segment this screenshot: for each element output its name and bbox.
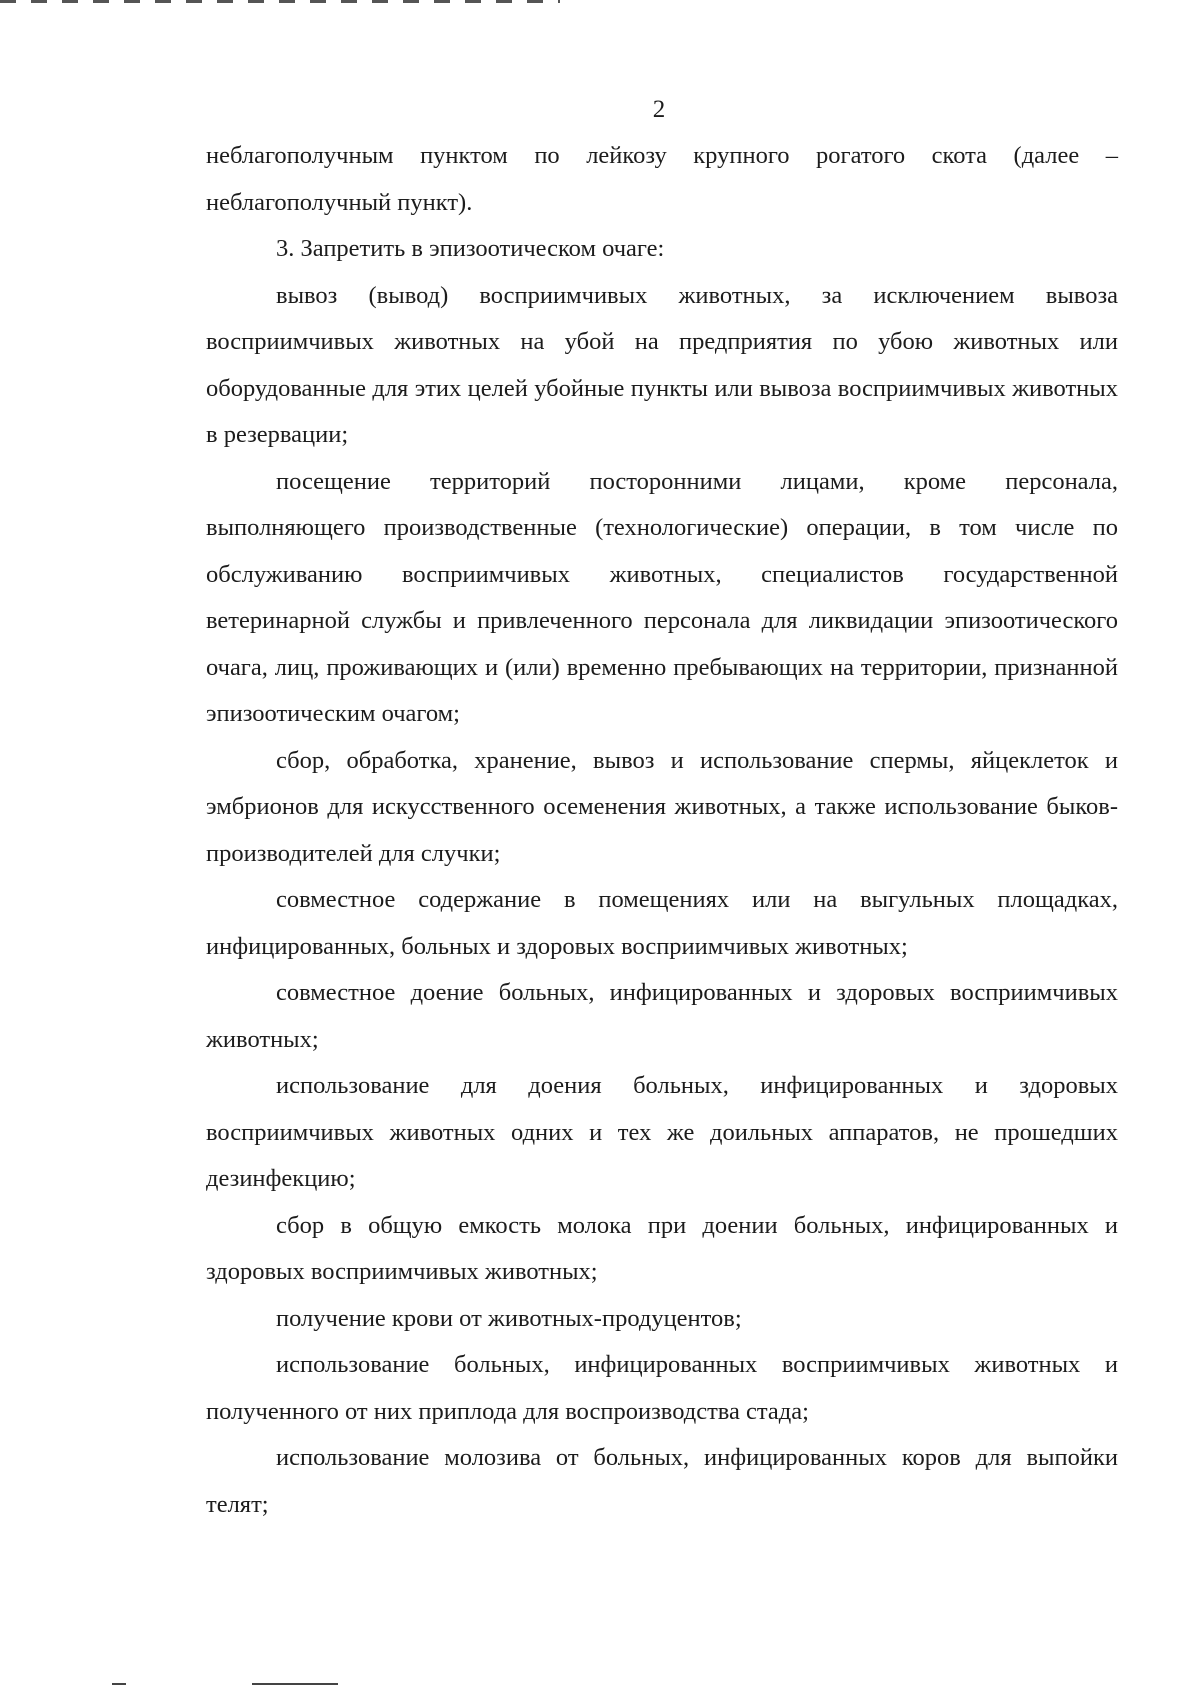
top-dashed-border (0, 0, 560, 3)
bottom-scan-mark (112, 1683, 126, 1685)
document-body (206, 133, 1118, 1528)
paragraph-visit-ban: посещение территорий посторонними лицами, кроме персонала, выполняющего производственные (технологические) операции, в том числе по обслуживанию восприимчивых животных, специалистов государственной ветеринарной службы и привлеченного персонала для ликвидации эпизоотического очага, лиц, проживающих и (или) временно пребывающих на территории, признанной эпизоотическим очагом; (206, 467, 1118, 727)
paragraph-milking-equipment-ban: использование для доения больных, инфицированных и здоровых восприимчивых животных одних и тех же доильных аппаратов, не прошедших дезинфекцию; (206, 1072, 1118, 1192)
paragraph-milk-collection-ban: сбор в общую емкость молока при доении больных, инфицированных и здоровых восприимчивых животных; (206, 1211, 1118, 1285)
paragraph-joint-milking-ban: совместное доение больных, инфицированных и здоровых восприимчивых животных; (206, 979, 1118, 1053)
paragraph-continuation: неблагополучным пунктом по лейкозу крупного рогатого скота (далее – неблагополучный пункт). (206, 142, 1118, 216)
page-number: 2 (652, 96, 666, 123)
paragraph-clause-3-heading: 3. Запретить в эпизоотическом очаге: (276, 235, 665, 262)
paragraph-sperm-ban: сбор, обработка, хранение, вывоз и использование спермы, яйцеклеток и эмбрионов для искусственного осеменения животных, а также использование быков-производителей для случки; (206, 746, 1118, 867)
paragraph-joint-keeping-ban: совместное содержание в помещениях или на выгульных площадках, инфицированных, больных и здоровых восприимчивых животных; (206, 886, 1118, 960)
paragraph-breeding-ban: использование больных, инфицированных восприимчивых животных и полученного от них приплода для воспроизводства стада; (206, 1351, 1118, 1425)
paragraph-colostrum-ban: использование молозива от больных, инфицированных коров для выпойки телят; (206, 1444, 1118, 1518)
paragraph-export-ban: вывоз (вывод) восприимчивых животных, за исключением вывоза восприимчивых животных на убой на предприятия по убою животных или оборудованные для этих целей убойные пункты или вывоза восприимчивых животных в резервации; (206, 281, 1118, 448)
paragraph-blood-ban: получение крови от животных-продуцентов; (276, 1304, 742, 1332)
bottom-scan-mark (252, 1683, 338, 1685)
